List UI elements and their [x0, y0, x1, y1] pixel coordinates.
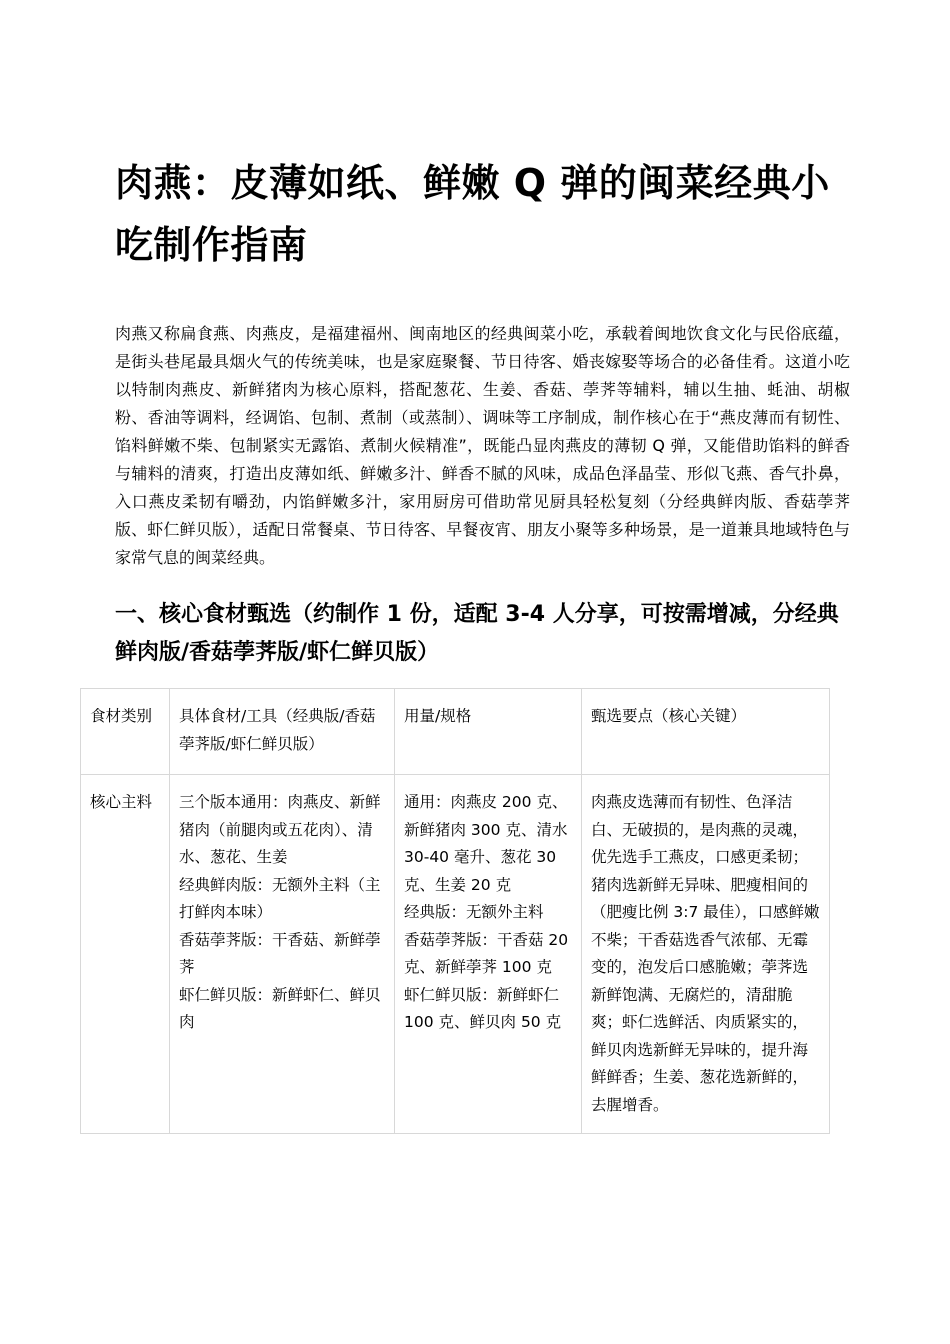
section-heading-ingredients: 一、核心食材甄选（约制作 1 份，适配 3-4 人分享，可按需增减，分经典鲜肉版/香菇荸荠版/虾仁鲜贝版）	[115, 602, 839, 665]
header-items: 具体食材/工具（经典版/香菇荸荠版/虾仁鲜贝版）	[170, 689, 395, 775]
intro-paragraph: 肉燕又称扁食燕、肉燕皮，是福建福州、闽南地区的经典闽菜小吃，承载着闽地饮食文化与民俗底蕴，是街头巷尾最具烟火气的传统美味，也是家庭聚餐、节日待客、婚丧嫁娶等场合的必备佳肴。这道小吃以特制肉燕皮、新鲜猪肉为核心原料，搭配葱花、生姜、香菇、荸荠等辅料，辅以生抽、蚝油、胡椒粉、香油等调料，经调馅、包制、煮制（或蒸制）、调味等工序制成，制作核心在于“燕皮薄而有韧性、馅料鲜嫩不柴、包制紧实无露馅、煮制火候精准”，既能凸显肉燕皮的薄韧 Q 弹，又能借助馅料的鲜香与辅料的清爽，打造出皮薄如纸、鲜嫩多汁、鲜香不腻的风味，成品色泽晶莹、形似飞燕、香气扑鼻，入口燕皮柔韧有嚼劲，内馅鲜嫩多汁，家用厨房可借助常见厨具轻松复刻（分经典鲜肉版、香菇荸荠版、虾仁鲜贝版），适配日常餐桌、节日待客、早餐夜宵、朋友小聚等多种场景，是一道兼具地域特色与家常气息的闽菜经典。	[115, 324, 850, 567]
cell-amount	[395, 775, 582, 1134]
cell-items	[170, 775, 395, 1134]
header-amount: 用量/规格	[395, 689, 582, 775]
cell-amount-line: 虾仁鲜贝版：新鲜虾仁 100 克、鲜贝肉 50 克	[404, 985, 562, 1031]
header-tips: 甄选要点（核心关键）	[582, 689, 830, 775]
table-row	[81, 775, 830, 1134]
cell-tips: 肉燕皮选薄而有韧性、色泽洁白、无破损的，是肉燕的灵魂，优先选手工燕皮，口感更柔韧；猪肉选新鲜无异味、肥瘦相间的（肥瘦比例 3:7 最佳），口感鲜嫩不柴；干香菇选香气浓郁、无霉变的，泡发后口感脆嫩；荸荠选新鲜饱满、无腐烂的，清甜脆爽；虾仁选鲜活、肉质紧实的，鲜贝肉选新鲜无异味的，提升海鲜鲜香；生姜、葱花选新鲜的，去腥增香。	[582, 775, 830, 1134]
table-header-row	[81, 689, 830, 775]
cell-amount-line: 通用：肉燕皮 200 克、新鲜猪肉 300 克、清水 30-40 毫升、葱花 30 克、生姜 20 克	[404, 793, 568, 894]
cell-items-line: 虾仁鲜贝版：新鲜虾仁、鲜贝肉	[179, 985, 381, 1031]
cell-amount-line: 经典版：无额外主料	[404, 903, 544, 921]
cell-category: 核心主料	[81, 775, 170, 1134]
header-category: 食材类别	[81, 689, 170, 775]
ingredients-table	[80, 688, 830, 1134]
cell-items-line: 香菇荸荠版：干香菇、新鲜荸荠	[179, 930, 381, 976]
cell-amount-line: 香菇荸荠版：干香菇 20 克、新鲜荸荠 100 克	[404, 930, 569, 976]
cell-items-line: 经典鲜肉版：无额外主料（主打鲜肉本味）	[179, 875, 381, 921]
cell-items-line: 三个版本通用：肉燕皮、新鲜猪肉（前腿肉或五花肉）、清水、葱花、生姜	[179, 793, 381, 866]
document-title: 肉燕：皮薄如纸、鲜嫩 Q 弹的闽菜经典小吃制作指南	[115, 161, 830, 267]
